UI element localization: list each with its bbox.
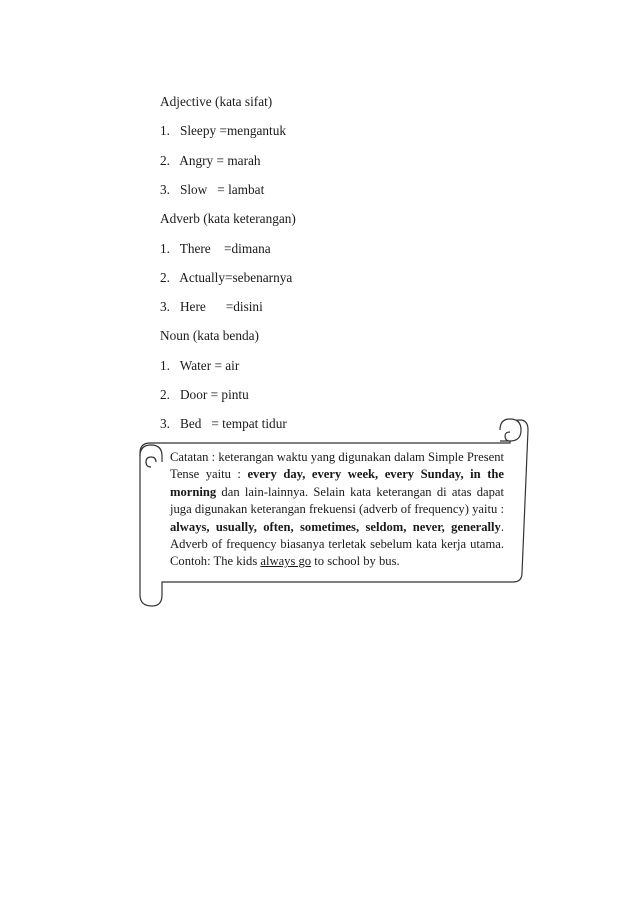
list-item-here: 3. Here =disini bbox=[160, 299, 263, 314]
list-item-sleepy: 1. Sleepy =mengantuk bbox=[160, 123, 287, 138]
list-item-bed: 3. Bed = tempat tidur bbox=[160, 416, 287, 431]
note-underlined-example: always go bbox=[260, 554, 312, 569]
note-text-3: . Adverb of frequency biasanya terletak sebelum kata kerja utama. Contoh: The kids bbox=[170, 519, 504, 569]
heading-adjective: Adjective (kata sifat) bbox=[160, 94, 273, 109]
note-text-2: dan lain-lainnya. Selain kata keterangan di atas dapat juga digunakan keterangan frekuensi (adverb of frequency) yaitu : bbox=[170, 484, 504, 517]
list-item-slow: 3. Slow = lambat bbox=[160, 182, 265, 197]
heading-adverb: Adverb (kata keterangan) bbox=[160, 211, 296, 226]
list-item-angry: 2. Angry = marah bbox=[160, 153, 261, 168]
list-item-door: 2. Door = pintu bbox=[160, 387, 249, 402]
list-item-water: 1. Water = air bbox=[160, 358, 240, 373]
note-bold-frequency-adverbs: always, usually, often, sometimes, seldom, never, generally bbox=[170, 519, 501, 534]
list-item-actually: 2. Actually=sebenarnya bbox=[160, 270, 293, 285]
note-box bbox=[170, 449, 504, 571]
heading-noun: Noun (kata benda) bbox=[160, 328, 259, 343]
note-text-4: to school by bus. bbox=[311, 554, 400, 569]
note-text-1: Catatan : keterangan waktu yang digunakan dalam Simple Present Tense yaitu : bbox=[170, 450, 504, 482]
list-item-there: 1. There =dimana bbox=[160, 241, 271, 256]
note-bold-time-keywords: every day, every week, every Sunday, in the morning bbox=[170, 467, 504, 499]
